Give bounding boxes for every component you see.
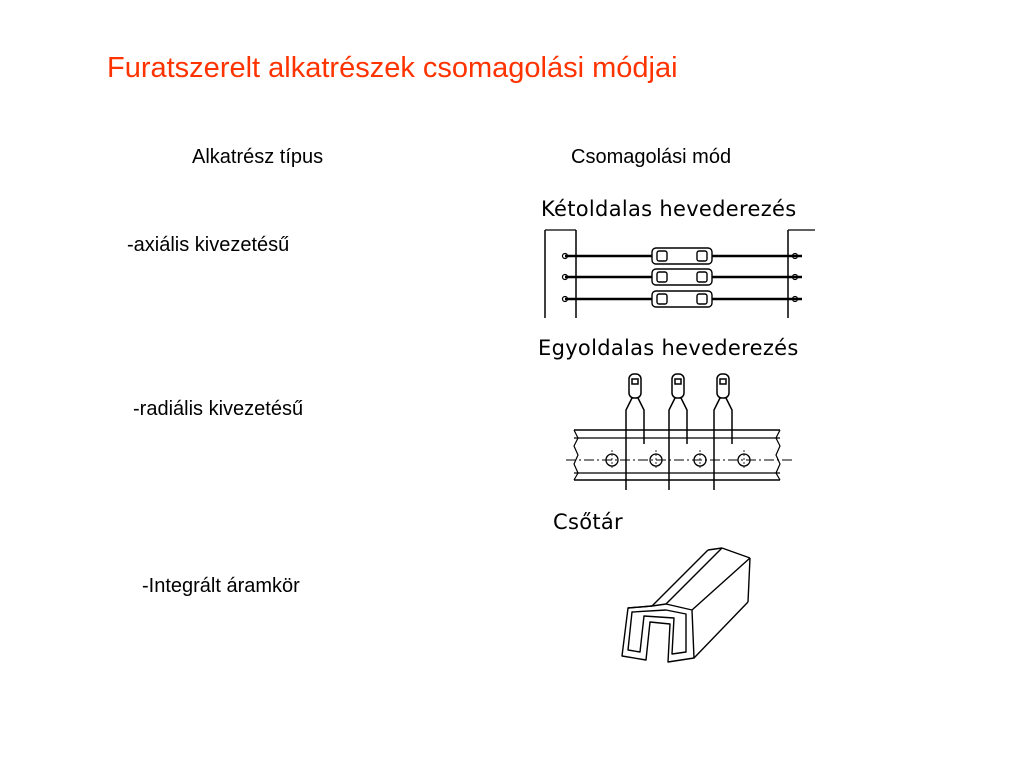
packaging-label-single-sided: Egyoldalas hevederezés	[538, 336, 799, 360]
column-header-component-type: Alkatrész típus	[192, 146, 324, 168]
row-label-axial: -axiális kivezetésű	[127, 234, 290, 256]
packaging-label-tube: Csőtár	[553, 510, 623, 534]
tube-magazine-icon	[616, 544, 772, 664]
single-sided-tape-icon	[566, 366, 792, 496]
column-header-packaging-mode: Csomagolási mód	[571, 146, 732, 168]
row-label-ic: -Integrált áramkör	[142, 575, 300, 597]
double-sided-tape-icon	[540, 226, 820, 322]
row-label-radial: -radiális kivezetésű	[133, 398, 304, 420]
packaging-label-double-sided: Kétoldalas hevederezés	[541, 197, 797, 221]
slide-title: Furatszerelt alkatrészek csomagolási módjai	[107, 52, 678, 84]
